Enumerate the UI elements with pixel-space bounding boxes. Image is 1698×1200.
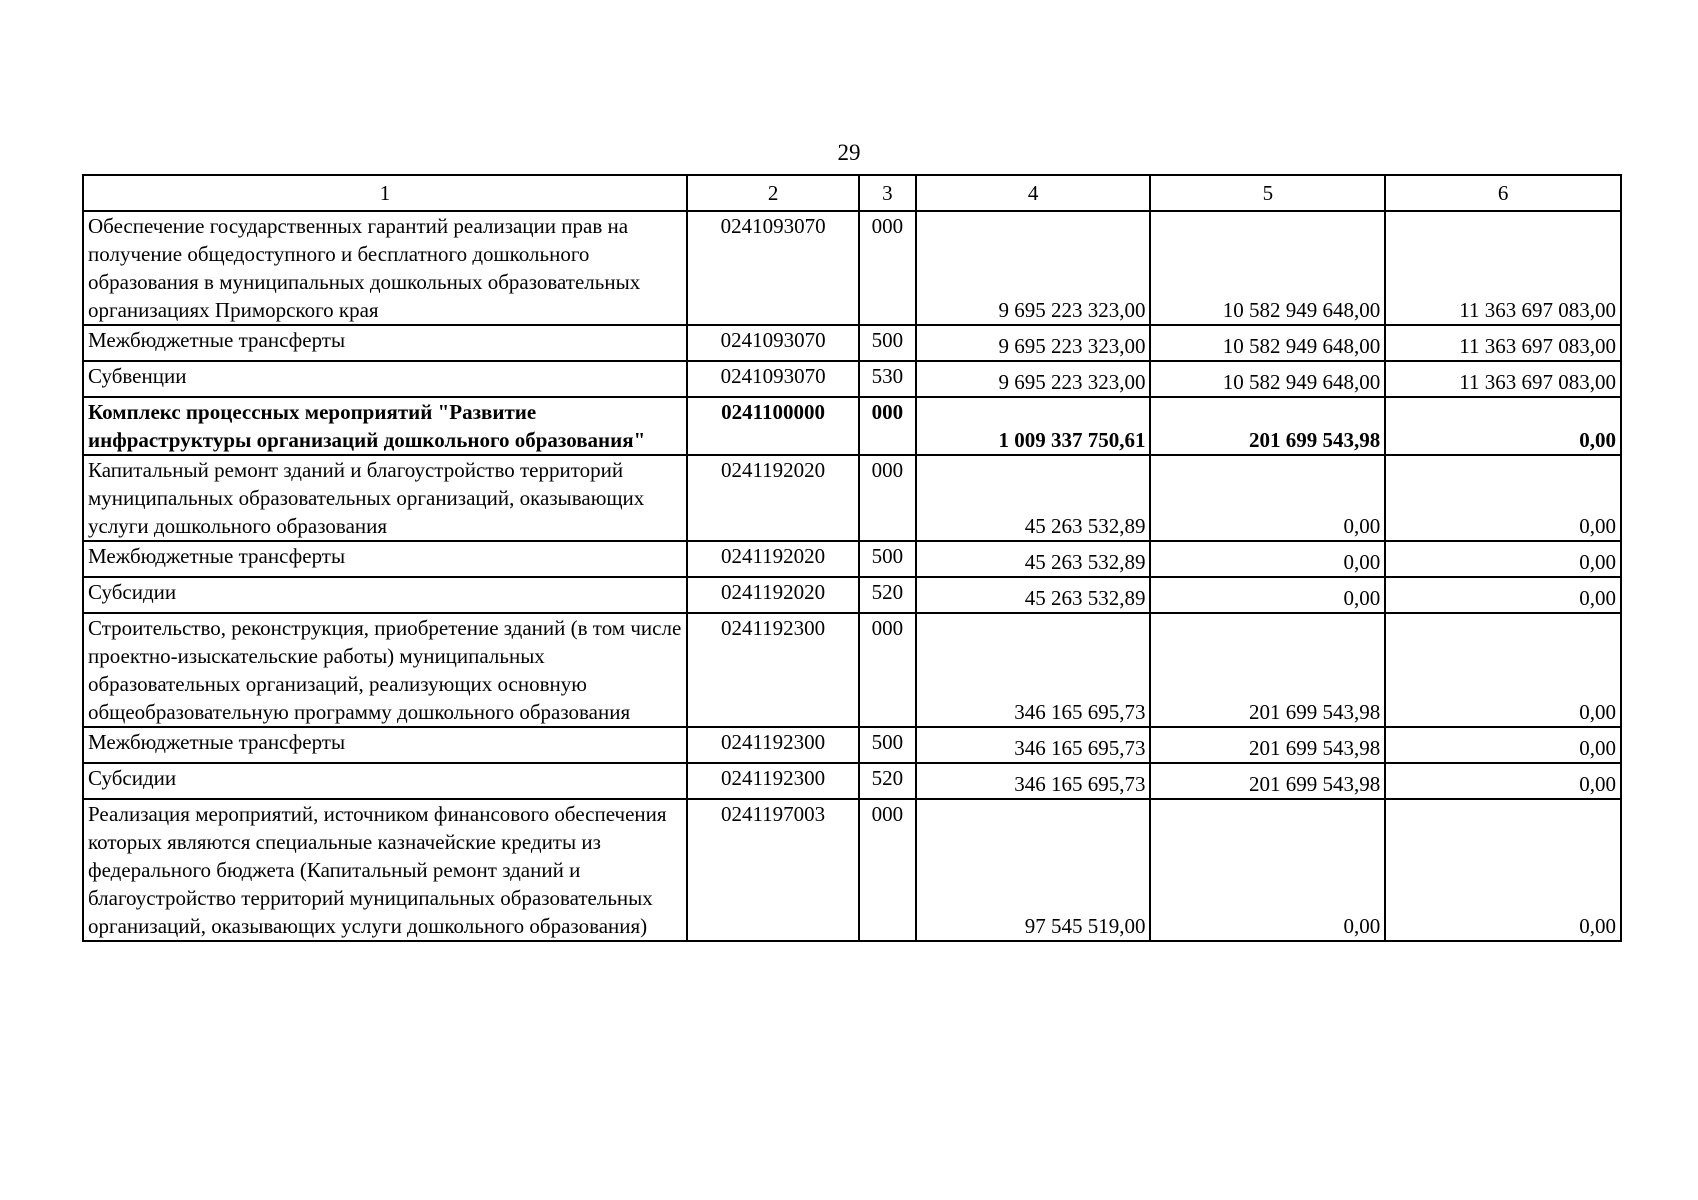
row-name: Межбюджетные трансферты [83, 325, 687, 361]
table-row [83, 727, 1621, 763]
column-header: 3 [859, 175, 916, 211]
row-amount-col6: 0,00 [1385, 577, 1621, 613]
row-amount-col6: 11 363 697 083,00 [1385, 325, 1621, 361]
table-row [83, 577, 1621, 613]
row-amount-col6: 11 363 697 083,00 [1385, 361, 1621, 397]
row-name: Строительство, реконструкция, приобретение зданий (в том числе проектно-изыскательские работы) муниципальных образовательных организаций, реализующих основную общеобразовательную программу дошкольного образования [83, 613, 687, 727]
row-amount-col6: 0,00 [1385, 455, 1621, 541]
row-amount-col4: 9 695 223 323,00 [916, 361, 1151, 397]
row-amount-col6: 0,00 [1385, 397, 1621, 455]
table-row [83, 455, 1621, 541]
row-code: 0241192300 [687, 727, 859, 763]
row-code: 0241192020 [687, 541, 859, 577]
row-amount-col5: 201 699 543,98 [1150, 727, 1385, 763]
row-name: Межбюджетные трансферты [83, 541, 687, 577]
row-expense-type: 000 [859, 613, 916, 727]
row-expense-type: 000 [859, 211, 916, 325]
row-amount-col4: 97 545 519,00 [916, 799, 1151, 941]
row-amount-col6: 0,00 [1385, 613, 1621, 727]
row-amount-col5: 0,00 [1150, 577, 1385, 613]
row-code: 0241100000 [687, 397, 859, 455]
row-code: 0241192300 [687, 613, 859, 727]
row-code: 0241093070 [687, 211, 859, 325]
row-code: 0241192020 [687, 455, 859, 541]
table-row [83, 361, 1621, 397]
column-header: 5 [1150, 175, 1385, 211]
table-row [83, 325, 1621, 361]
column-header: 6 [1385, 175, 1621, 211]
row-code: 0241192020 [687, 577, 859, 613]
row-name: Субсидии [83, 763, 687, 799]
row-expense-type: 500 [859, 727, 916, 763]
row-amount-col4: 346 165 695,73 [916, 613, 1151, 727]
row-name: Капитальный ремонт зданий и благоустройство территорий муниципальных образовательных организаций, оказывающих услуги дошкольного образования [83, 455, 687, 541]
row-expense-type: 530 [859, 361, 916, 397]
row-amount-col5: 10 582 949 648,00 [1150, 325, 1385, 361]
budget-table [82, 174, 1622, 942]
row-amount-col5: 201 699 543,98 [1150, 763, 1385, 799]
row-expense-type: 000 [859, 397, 916, 455]
table-row [83, 541, 1621, 577]
column-header: 4 [916, 175, 1151, 211]
row-amount-col5: 201 699 543,98 [1150, 613, 1385, 727]
row-amount-col4: 45 263 532,89 [916, 577, 1151, 613]
row-code: 0241093070 [687, 361, 859, 397]
row-amount-col5: 201 699 543,98 [1150, 397, 1385, 455]
table-row [83, 799, 1621, 941]
row-amount-col4: 45 263 532,89 [916, 455, 1151, 541]
row-code: 0241197003 [687, 799, 859, 941]
row-name: Комплекс процессных мероприятий "Развитие инфраструктуры организаций дошкольного образования" [83, 397, 687, 455]
table-header-row [83, 175, 1621, 211]
column-header: 2 [687, 175, 859, 211]
row-amount-col5: 10 582 949 648,00 [1150, 361, 1385, 397]
row-amount-col4: 346 165 695,73 [916, 763, 1151, 799]
row-amount-col5: 0,00 [1150, 541, 1385, 577]
table-row [83, 397, 1621, 455]
row-amount-col4: 45 263 532,89 [916, 541, 1151, 577]
table-row [83, 763, 1621, 799]
row-name: Реализация мероприятий, источником финансового обеспечения которых являются специальные казначейские кредиты из федерального бюджета (Капитальный ремонт зданий и благоустройство территорий муниципальных образовательных организаций, оказывающих услуги дошкольного образования) [83, 799, 687, 941]
row-amount-col6: 11 363 697 083,00 [1385, 211, 1621, 325]
row-name: Обеспечение государственных гарантий реализации прав на получение общедоступного и бесплатного дошкольного образования в муниципальных дошкольных образовательных организациях Приморского края [83, 211, 687, 325]
row-amount-col5: 0,00 [1150, 455, 1385, 541]
row-amount-col6: 0,00 [1385, 541, 1621, 577]
row-amount-col4: 9 695 223 323,00 [916, 325, 1151, 361]
row-expense-type: 520 [859, 577, 916, 613]
row-amount-col5: 10 582 949 648,00 [1150, 211, 1385, 325]
row-code: 0241192300 [687, 763, 859, 799]
row-amount-col5: 0,00 [1150, 799, 1385, 941]
row-expense-type: 000 [859, 455, 916, 541]
row-amount-col6: 0,00 [1385, 727, 1621, 763]
column-header: 1 [83, 175, 687, 211]
row-expense-type: 520 [859, 763, 916, 799]
row-amount-col4: 346 165 695,73 [916, 727, 1151, 763]
row-expense-type: 500 [859, 541, 916, 577]
row-name: Субсидии [83, 577, 687, 613]
row-name: Межбюджетные трансферты [83, 727, 687, 763]
row-amount-col6: 0,00 [1385, 799, 1621, 941]
row-code: 0241093070 [687, 325, 859, 361]
table-row [83, 613, 1621, 727]
table-row [83, 211, 1621, 325]
row-expense-type: 500 [859, 325, 916, 361]
row-name: Субвенции [83, 361, 687, 397]
row-amount-col6: 0,00 [1385, 763, 1621, 799]
page-number: 29 [837, 140, 861, 165]
row-amount-col4: 9 695 223 323,00 [916, 211, 1151, 325]
row-expense-type: 000 [859, 799, 916, 941]
row-amount-col4: 1 009 337 750,61 [916, 397, 1151, 455]
